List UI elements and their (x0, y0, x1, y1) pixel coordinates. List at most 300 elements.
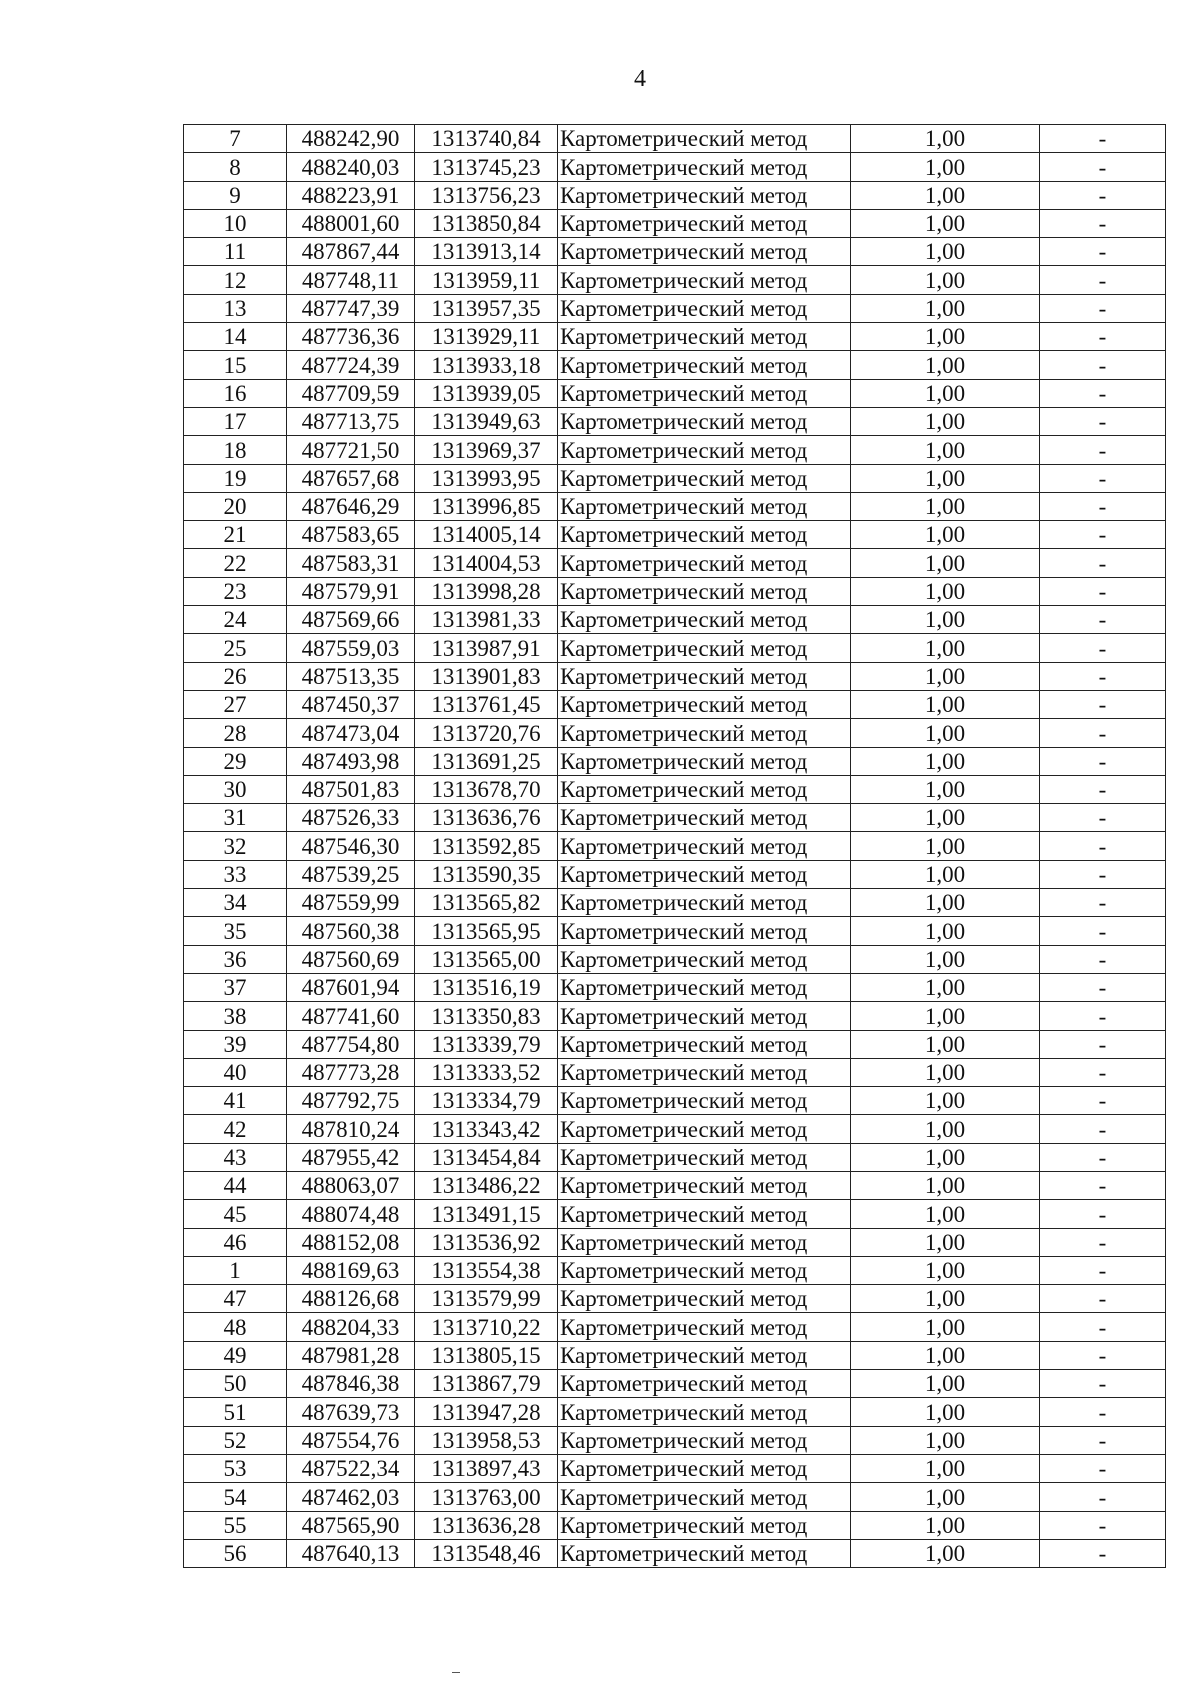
point-number-cell: 44 (184, 1171, 287, 1199)
accuracy-cell: 1,00 (851, 492, 1040, 520)
method-cell: Картометрический метод (558, 1171, 851, 1199)
y-coordinate-cell: 1313998,28 (415, 577, 558, 605)
y-coordinate-cell: 1313516,19 (415, 973, 558, 1001)
x-coordinate-cell: 487736,36 (287, 323, 415, 351)
x-coordinate-cell: 487721,50 (287, 436, 415, 464)
x-coordinate-cell: 487522,34 (287, 1454, 415, 1482)
extra-cell: - (1040, 1256, 1166, 1284)
accuracy-cell: 1,00 (851, 973, 1040, 1001)
accuracy-cell: 1,00 (851, 181, 1040, 209)
page-number: 4 (634, 66, 646, 92)
extra-cell: - (1040, 1539, 1166, 1567)
table-row (184, 1426, 1166, 1454)
accuracy-cell: 1,00 (851, 1426, 1040, 1454)
accuracy-cell: 1,00 (851, 1398, 1040, 1426)
table-row (184, 662, 1166, 690)
x-coordinate-cell: 487569,66 (287, 606, 415, 634)
y-coordinate-cell: 1314004,53 (415, 549, 558, 577)
x-coordinate-cell: 488001,60 (287, 209, 415, 237)
x-coordinate-cell: 487709,59 (287, 379, 415, 407)
method-cell: Картометрический метод (558, 1200, 851, 1228)
accuracy-cell: 1,00 (851, 464, 1040, 492)
extra-cell: - (1040, 549, 1166, 577)
extra-cell: - (1040, 1398, 1166, 1426)
x-coordinate-cell: 487747,39 (287, 294, 415, 322)
x-coordinate-cell: 487810,24 (287, 1115, 415, 1143)
extra-cell: - (1040, 804, 1166, 832)
accuracy-cell: 1,00 (851, 323, 1040, 351)
extra-cell: - (1040, 889, 1166, 917)
y-coordinate-cell: 1313536,92 (415, 1228, 558, 1256)
y-coordinate-cell: 1313867,79 (415, 1370, 558, 1398)
x-coordinate-cell: 487748,11 (287, 266, 415, 294)
method-cell: Картометрический метод (558, 1398, 851, 1426)
extra-cell: - (1040, 153, 1166, 181)
x-coordinate-cell: 487539,25 (287, 860, 415, 888)
point-number-cell: 29 (184, 747, 287, 775)
method-cell: Картометрический метод (558, 323, 851, 351)
extra-cell: - (1040, 719, 1166, 747)
point-number-cell: 15 (184, 351, 287, 379)
extra-cell: - (1040, 832, 1166, 860)
y-coordinate-cell: 1313947,28 (415, 1398, 558, 1426)
y-coordinate-cell: 1313761,45 (415, 690, 558, 718)
y-coordinate-cell: 1313958,53 (415, 1426, 558, 1454)
y-coordinate-cell: 1313691,25 (415, 747, 558, 775)
method-cell: Картометрический метод (558, 1058, 851, 1086)
method-cell: Картометрический метод (558, 125, 851, 153)
method-cell: Картометрический метод (558, 634, 851, 662)
point-number-cell: 52 (184, 1426, 287, 1454)
accuracy-cell: 1,00 (851, 209, 1040, 237)
x-coordinate-cell: 487773,28 (287, 1058, 415, 1086)
extra-cell: - (1040, 973, 1166, 1001)
extra-cell: - (1040, 1426, 1166, 1454)
x-coordinate-cell: 488223,91 (287, 181, 415, 209)
table-row (184, 379, 1166, 407)
point-number-cell: 26 (184, 662, 287, 690)
x-coordinate-cell: 487501,83 (287, 775, 415, 803)
x-coordinate-cell: 487639,73 (287, 1398, 415, 1426)
table-row (184, 1454, 1166, 1482)
y-coordinate-cell: 1313565,82 (415, 889, 558, 917)
extra-cell: - (1040, 294, 1166, 322)
point-number-cell: 56 (184, 1539, 287, 1567)
x-coordinate-cell: 487657,68 (287, 464, 415, 492)
y-coordinate-cell: 1314005,14 (415, 521, 558, 549)
method-cell: Картометрический метод (558, 775, 851, 803)
extra-cell: - (1040, 464, 1166, 492)
method-cell: Картометрический метод (558, 407, 851, 435)
extra-cell: - (1040, 860, 1166, 888)
x-coordinate-cell: 487579,91 (287, 577, 415, 605)
point-number-cell: 53 (184, 1454, 287, 1482)
table-row (184, 125, 1166, 153)
point-number-cell: 34 (184, 889, 287, 917)
extra-cell: - (1040, 1143, 1166, 1171)
accuracy-cell: 1,00 (851, 606, 1040, 634)
method-cell: Картометрический метод (558, 153, 851, 181)
point-number-cell: 23 (184, 577, 287, 605)
accuracy-cell: 1,00 (851, 1511, 1040, 1539)
accuracy-cell: 1,00 (851, 1115, 1040, 1143)
table-row (184, 775, 1166, 803)
point-number-cell: 17 (184, 407, 287, 435)
point-number-cell: 27 (184, 690, 287, 718)
point-number-cell: 21 (184, 521, 287, 549)
table-row (184, 889, 1166, 917)
point-number-cell: 35 (184, 917, 287, 945)
table-row (184, 266, 1166, 294)
extra-cell: - (1040, 1171, 1166, 1199)
method-cell: Картометрический метод (558, 1426, 851, 1454)
point-number-cell: 42 (184, 1115, 287, 1143)
x-coordinate-cell: 488063,07 (287, 1171, 415, 1199)
y-coordinate-cell: 1313993,95 (415, 464, 558, 492)
method-cell: Картометрический метод (558, 1341, 851, 1369)
method-cell: Картометрический метод (558, 238, 851, 266)
method-cell: Картометрический метод (558, 945, 851, 973)
accuracy-cell: 1,00 (851, 407, 1040, 435)
accuracy-cell: 1,00 (851, 379, 1040, 407)
method-cell: Картометрический метод (558, 860, 851, 888)
x-coordinate-cell: 487526,33 (287, 804, 415, 832)
table-row (184, 747, 1166, 775)
table-row (184, 351, 1166, 379)
x-coordinate-cell: 488126,68 (287, 1285, 415, 1313)
accuracy-cell: 1,00 (851, 436, 1040, 464)
method-cell: Картометрический метод (558, 662, 851, 690)
extra-cell: - (1040, 1115, 1166, 1143)
accuracy-cell: 1,00 (851, 1285, 1040, 1313)
table-row (184, 804, 1166, 832)
extra-cell: - (1040, 266, 1166, 294)
x-coordinate-cell: 487546,30 (287, 832, 415, 860)
y-coordinate-cell: 1313763,00 (415, 1483, 558, 1511)
extra-cell: - (1040, 492, 1166, 520)
table-row (184, 549, 1166, 577)
table-row (184, 860, 1166, 888)
x-coordinate-cell: 488152,08 (287, 1228, 415, 1256)
point-number-cell: 28 (184, 719, 287, 747)
y-coordinate-cell: 1313939,05 (415, 379, 558, 407)
accuracy-cell: 1,00 (851, 1058, 1040, 1086)
extra-cell: - (1040, 1058, 1166, 1086)
extra-cell: - (1040, 1511, 1166, 1539)
extra-cell: - (1040, 1087, 1166, 1115)
accuracy-cell: 1,00 (851, 804, 1040, 832)
y-coordinate-cell: 1313710,22 (415, 1313, 558, 1341)
method-cell: Картометрический метод (558, 973, 851, 1001)
extra-cell: - (1040, 662, 1166, 690)
x-coordinate-cell: 487640,13 (287, 1539, 415, 1567)
method-cell: Картометрический метод (558, 1370, 851, 1398)
y-coordinate-cell: 1313933,18 (415, 351, 558, 379)
x-coordinate-cell: 487559,03 (287, 634, 415, 662)
extra-cell: - (1040, 917, 1166, 945)
table-row (184, 1115, 1166, 1143)
point-number-cell: 1 (184, 1256, 287, 1284)
method-cell: Картометрический метод (558, 1313, 851, 1341)
table-row (184, 945, 1166, 973)
x-coordinate-cell: 487473,04 (287, 719, 415, 747)
method-cell: Картометрический метод (558, 209, 851, 237)
point-number-cell: 20 (184, 492, 287, 520)
y-coordinate-cell: 1313901,83 (415, 662, 558, 690)
method-cell: Картометрический метод (558, 351, 851, 379)
extra-cell: - (1040, 945, 1166, 973)
accuracy-cell: 1,00 (851, 1454, 1040, 1482)
extra-cell: - (1040, 1030, 1166, 1058)
method-cell: Картометрический метод (558, 690, 851, 718)
extra-cell: - (1040, 351, 1166, 379)
y-coordinate-cell: 1313745,23 (415, 153, 558, 181)
table-row (184, 1171, 1166, 1199)
accuracy-cell: 1,00 (851, 1483, 1040, 1511)
table-row (184, 1256, 1166, 1284)
method-cell: Картометрический метод (558, 747, 851, 775)
y-coordinate-cell: 1313850,84 (415, 209, 558, 237)
method-cell: Картометрический метод (558, 464, 851, 492)
x-coordinate-cell: 487867,44 (287, 238, 415, 266)
table-row (184, 153, 1166, 181)
method-cell: Картометрический метод (558, 1256, 851, 1284)
accuracy-cell: 1,00 (851, 860, 1040, 888)
y-coordinate-cell: 1313565,95 (415, 917, 558, 945)
x-coordinate-cell: 487565,90 (287, 1511, 415, 1539)
accuracy-cell: 1,00 (851, 1087, 1040, 1115)
point-number-cell: 30 (184, 775, 287, 803)
accuracy-cell: 1,00 (851, 521, 1040, 549)
accuracy-cell: 1,00 (851, 832, 1040, 860)
y-coordinate-cell: 1313720,76 (415, 719, 558, 747)
extra-cell: - (1040, 1370, 1166, 1398)
extra-cell: - (1040, 747, 1166, 775)
method-cell: Картометрический метод (558, 379, 851, 407)
accuracy-cell: 1,00 (851, 1539, 1040, 1567)
point-number-cell: 47 (184, 1285, 287, 1313)
accuracy-cell: 1,00 (851, 690, 1040, 718)
x-coordinate-cell: 487955,42 (287, 1143, 415, 1171)
extra-cell: - (1040, 1313, 1166, 1341)
extra-cell: - (1040, 436, 1166, 464)
table-row (184, 464, 1166, 492)
accuracy-cell: 1,00 (851, 662, 1040, 690)
table-row (184, 1539, 1166, 1567)
x-coordinate-cell: 488242,90 (287, 125, 415, 153)
x-coordinate-cell: 488204,33 (287, 1313, 415, 1341)
method-cell: Картометрический метод (558, 266, 851, 294)
method-cell: Картометрический метод (558, 1143, 851, 1171)
y-coordinate-cell: 1313636,28 (415, 1511, 558, 1539)
accuracy-cell: 1,00 (851, 549, 1040, 577)
y-coordinate-cell: 1313969,37 (415, 436, 558, 464)
x-coordinate-cell: 487713,75 (287, 407, 415, 435)
method-cell: Картометрический метод (558, 1002, 851, 1030)
point-number-cell: 50 (184, 1370, 287, 1398)
table-row (184, 1341, 1166, 1369)
table-row (184, 1398, 1166, 1426)
table-row (184, 1030, 1166, 1058)
table-row (184, 492, 1166, 520)
x-coordinate-cell: 487792,75 (287, 1087, 415, 1115)
y-coordinate-cell: 1313678,70 (415, 775, 558, 803)
point-number-cell: 31 (184, 804, 287, 832)
point-number-cell: 24 (184, 606, 287, 634)
point-number-cell: 45 (184, 1200, 287, 1228)
extra-cell: - (1040, 775, 1166, 803)
point-number-cell: 22 (184, 549, 287, 577)
method-cell: Картометрический метод (558, 719, 851, 747)
point-number-cell: 12 (184, 266, 287, 294)
table-row (184, 1483, 1166, 1511)
y-coordinate-cell: 1313957,35 (415, 294, 558, 322)
y-coordinate-cell: 1313929,11 (415, 323, 558, 351)
point-number-cell: 18 (184, 436, 287, 464)
accuracy-cell: 1,00 (851, 238, 1040, 266)
method-cell: Картометрический метод (558, 436, 851, 464)
table-row (184, 917, 1166, 945)
y-coordinate-cell: 1313805,15 (415, 1341, 558, 1369)
x-coordinate-cell: 487450,37 (287, 690, 415, 718)
accuracy-cell: 1,00 (851, 1256, 1040, 1284)
point-number-cell: 16 (184, 379, 287, 407)
x-coordinate-cell: 487583,31 (287, 549, 415, 577)
point-number-cell: 43 (184, 1143, 287, 1171)
table-row (184, 832, 1166, 860)
method-cell: Картометрический метод (558, 294, 851, 322)
method-cell: Картометрический метод (558, 1483, 851, 1511)
table-row (184, 436, 1166, 464)
accuracy-cell: 1,00 (851, 1228, 1040, 1256)
extra-cell: - (1040, 1200, 1166, 1228)
method-cell: Картометрический метод (558, 1511, 851, 1539)
y-coordinate-cell: 1313959,11 (415, 266, 558, 294)
table-row (184, 1143, 1166, 1171)
point-number-cell: 14 (184, 323, 287, 351)
method-cell: Картометрический метод (558, 1115, 851, 1143)
y-coordinate-cell: 1313590,35 (415, 860, 558, 888)
point-number-cell: 33 (184, 860, 287, 888)
accuracy-cell: 1,00 (851, 266, 1040, 294)
table-row (184, 323, 1166, 351)
extra-cell: - (1040, 238, 1166, 266)
y-coordinate-cell: 1313897,43 (415, 1454, 558, 1482)
point-number-cell: 32 (184, 832, 287, 860)
accuracy-cell: 1,00 (851, 1200, 1040, 1228)
extra-cell: - (1040, 125, 1166, 153)
y-coordinate-cell: 1313486,22 (415, 1171, 558, 1199)
point-number-cell: 11 (184, 238, 287, 266)
x-coordinate-cell: 487646,29 (287, 492, 415, 520)
extra-cell: - (1040, 1341, 1166, 1369)
y-coordinate-cell: 1313756,23 (415, 181, 558, 209)
y-coordinate-cell: 1313981,33 (415, 606, 558, 634)
table-row (184, 1058, 1166, 1086)
table-row (184, 634, 1166, 662)
table-row (184, 719, 1166, 747)
extra-cell: - (1040, 1002, 1166, 1030)
x-coordinate-cell: 487981,28 (287, 1341, 415, 1369)
point-number-cell: 48 (184, 1313, 287, 1341)
table-row (184, 1087, 1166, 1115)
y-coordinate-cell: 1313636,76 (415, 804, 558, 832)
x-coordinate-cell: 488074,48 (287, 1200, 415, 1228)
x-coordinate-cell: 487462,03 (287, 1483, 415, 1511)
y-coordinate-cell: 1313339,79 (415, 1030, 558, 1058)
accuracy-cell: 1,00 (851, 747, 1040, 775)
accuracy-cell: 1,00 (851, 1002, 1040, 1030)
point-number-cell: 41 (184, 1087, 287, 1115)
point-number-cell: 19 (184, 464, 287, 492)
y-coordinate-cell: 1313554,38 (415, 1256, 558, 1284)
table-row (184, 1200, 1166, 1228)
coordinates-table-body (184, 125, 1166, 1568)
table-row (184, 973, 1166, 1001)
table-row (184, 181, 1166, 209)
accuracy-cell: 1,00 (851, 1030, 1040, 1058)
extra-cell: - (1040, 209, 1166, 237)
accuracy-cell: 1,00 (851, 1313, 1040, 1341)
point-number-cell: 46 (184, 1228, 287, 1256)
table-row (184, 577, 1166, 605)
extra-cell: - (1040, 690, 1166, 718)
point-number-cell: 49 (184, 1341, 287, 1369)
accuracy-cell: 1,00 (851, 125, 1040, 153)
y-coordinate-cell: 1313579,99 (415, 1285, 558, 1313)
extra-cell: - (1040, 1483, 1166, 1511)
method-cell: Картометрический метод (558, 1228, 851, 1256)
accuracy-cell: 1,00 (851, 1143, 1040, 1171)
footer-mark (452, 1672, 460, 1673)
accuracy-cell: 1,00 (851, 634, 1040, 662)
extra-cell: - (1040, 323, 1166, 351)
table-row (184, 1285, 1166, 1313)
x-coordinate-cell: 487560,38 (287, 917, 415, 945)
x-coordinate-cell: 487493,98 (287, 747, 415, 775)
table-row (184, 1002, 1166, 1030)
x-coordinate-cell: 487741,60 (287, 1002, 415, 1030)
method-cell: Картометрический метод (558, 1539, 851, 1567)
point-number-cell: 39 (184, 1030, 287, 1058)
x-coordinate-cell: 487583,65 (287, 521, 415, 549)
point-number-cell: 8 (184, 153, 287, 181)
extra-cell: - (1040, 521, 1166, 549)
x-coordinate-cell: 487559,99 (287, 889, 415, 917)
point-number-cell: 13 (184, 294, 287, 322)
extra-cell: - (1040, 181, 1166, 209)
accuracy-cell: 1,00 (851, 889, 1040, 917)
accuracy-cell: 1,00 (851, 294, 1040, 322)
x-coordinate-cell: 487554,76 (287, 1426, 415, 1454)
x-coordinate-cell: 487754,80 (287, 1030, 415, 1058)
method-cell: Картометрический метод (558, 181, 851, 209)
y-coordinate-cell: 1313913,14 (415, 238, 558, 266)
point-number-cell: 9 (184, 181, 287, 209)
method-cell: Картометрический метод (558, 917, 851, 945)
table-row (184, 1313, 1166, 1341)
extra-cell: - (1040, 407, 1166, 435)
accuracy-cell: 1,00 (851, 351, 1040, 379)
extra-cell: - (1040, 1454, 1166, 1482)
x-coordinate-cell: 488240,03 (287, 153, 415, 181)
table-row (184, 690, 1166, 718)
table-row (184, 1228, 1166, 1256)
y-coordinate-cell: 1313343,42 (415, 1115, 558, 1143)
point-number-cell: 25 (184, 634, 287, 662)
table-row (184, 238, 1166, 266)
x-coordinate-cell: 487601,94 (287, 973, 415, 1001)
